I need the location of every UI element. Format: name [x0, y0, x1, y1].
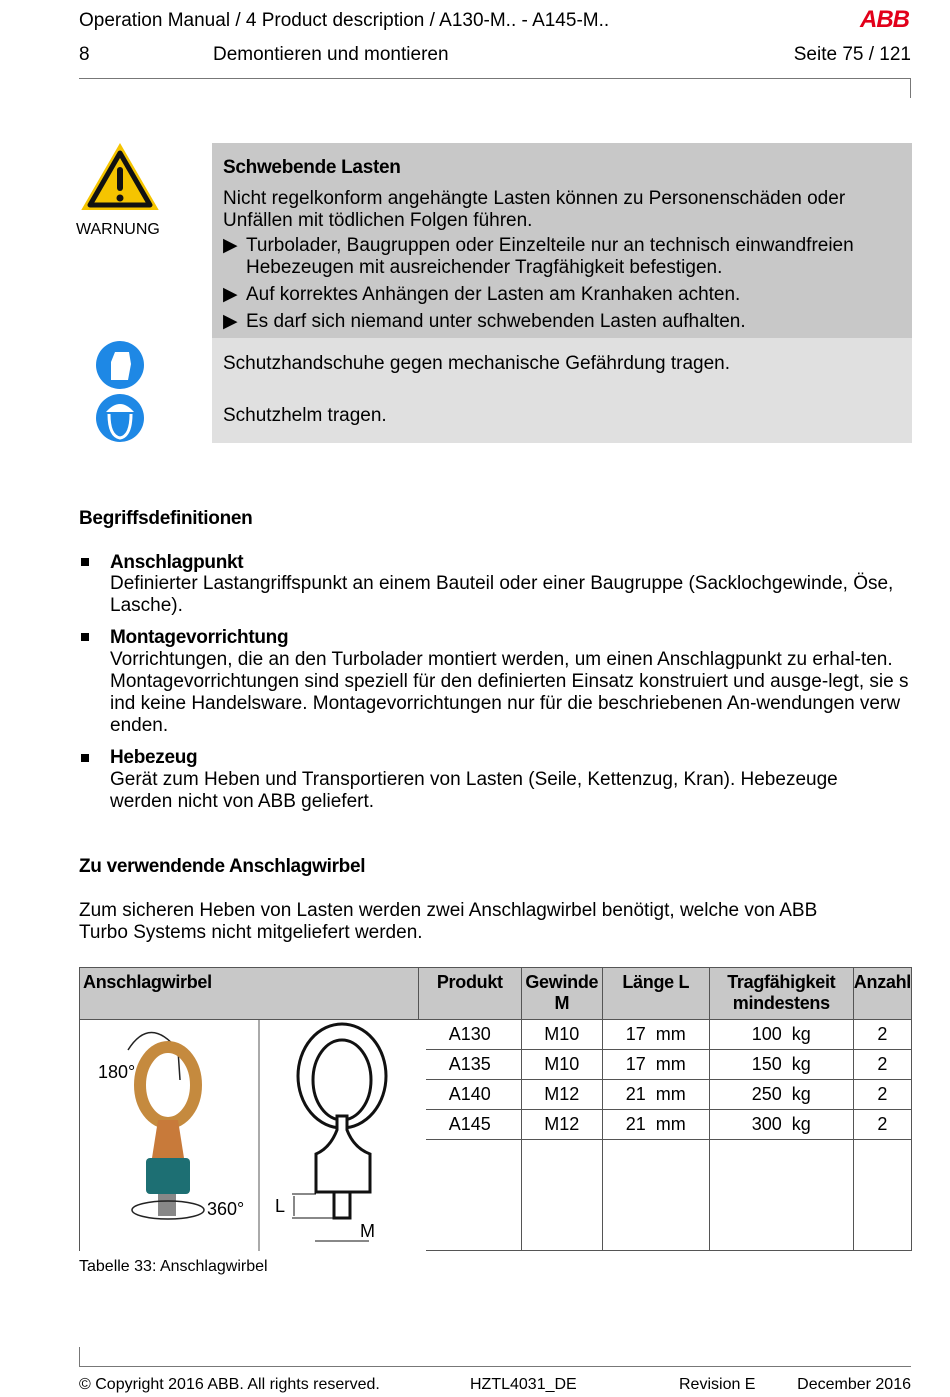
breadcrumb: Operation Manual / 4 Product description / A130-M.. - A145-M.. [79, 10, 610, 31]
term: Montagevorrichtung [110, 627, 289, 648]
chapter-number: 8 [79, 44, 90, 65]
ppe-icons [95, 340, 147, 444]
swivel-text: Zum sicheren Heben von Lasten werden zwei Anschlagwirbel benötigt, welche von ABB Turbo Systems nicht mitgeliefert werden. [79, 900, 818, 943]
table-cell: A135 [418, 1050, 521, 1080]
warning-label: WARNUNG [76, 221, 160, 238]
copyright: © Copyright 2016 ABB. All rights reserved. [79, 1376, 380, 1393]
table-cell: 17 mm [602, 1050, 709, 1080]
warning-title: Schwebende Lasten [223, 157, 401, 178]
term-desc: Gerät zum Heben und Transportieren von Lasten (Seile, Kettenzug, Kran). Hebezeuge werden nicht von ABB geliefert. [110, 769, 838, 812]
doc-id: HZTL4031_DE [470, 1376, 577, 1393]
gloves-icon [96, 341, 144, 389]
table-cell: A145 [418, 1110, 521, 1140]
warning-icon [81, 143, 159, 211]
warning-item: Turbolader, Baugruppen oder Einzelteile nur an technisch einwandfreien Hebezeugen mit ausreichender Tragfähigkeit befestigen. [246, 235, 854, 278]
col-header: Produkt [418, 968, 521, 1020]
table-cell: 21 mm [602, 1080, 709, 1110]
term: Hebezeug [110, 747, 198, 768]
svg-text:180°: 180° [98, 1062, 136, 1082]
table-cell: M12 [521, 1080, 602, 1110]
page-number: Seite 75 / 121 [793, 44, 911, 65]
table-caption: Tabelle 33: Anschlagwirbel [79, 1258, 268, 1275]
col-header: Länge L [602, 968, 709, 1020]
eyebolt-illustration [80, 1020, 426, 1251]
table-cell: M12 [521, 1110, 602, 1140]
warning-item: Es darf sich niemand unter schwebenden Lasten aufhalten. [246, 311, 746, 332]
term-desc: Vorrichtungen, die an den Turbolader montiert werden, um einen Anschlagpunkt zu erhal-ten. Montagevorrichtungen sind speziell für den definierten Einsatz konstruiert und ausge-legt, sie sind keine Handelsware. Montagevorrichtungen nur für die beschriebenen An-wendungen verwenden. [110, 649, 909, 736]
col-header: Anschlagwirbel [80, 968, 419, 1020]
footer-divider [79, 1366, 911, 1367]
table-cell: 150 kg [709, 1050, 853, 1080]
term: Anschlagpunkt [110, 552, 244, 573]
table-cell: A130 [418, 1020, 521, 1050]
col-header: Tragfähigkeit mindestens [709, 968, 853, 1020]
table-cell: 17 mm [602, 1020, 709, 1050]
term-desc: Definierter Lastangriffspunkt an einem Bauteil oder einer Baugruppe (Sacklochgewinde, Öse, Lasche). [110, 573, 894, 616]
manual-page: Operation Manual / 4 Product description / A130-M.. - A145-M.. ABB 8 Demontieren und montieren Seite 75 / 121 WARNUNG Schwebende Lasten Nicht regelkonform angehängte Lasten können zu Personenschäden oder Unfällen mit tödlichen Folgen führen. ▶ Turbolader, Baugruppen oder Einzelteile nur an technisch einwandfreien Hebezeugen mit ausreichender Tragfähigkeit befestigen. ▶ Auf korrektes Anhängen der Lasten am Kranhaken achten. ▶ Es darf sich niemand unter schwebenden Lasten aufhalten. Schutzhandschuhe gegen mechanische Gefährdung tragen. Schutzhelm tragen. Begriffsdefinitionen Anschlagpunkt Definierter Lastangriffspunkt an einem Bauteil oder einer Baugruppe (Sacklochgewinde, Öse, Lasche). Montagevorrichtung Vorrichtungen, die an den Turbolader montiert werden, um einen Anschlagpunkt zu erhal-ten. Montagevorrichtungen sind speziell für den definierten Einsatz konstruiert und ausge-legt, sie sind keine Handelsware. Montagevorrichtungen nur für die beschriebenen An-wendungen verwenden. Hebezeug Gerät zum Heben und Transportieren von Lasten (Seile, Kettenzug, Kran). Hebezeuge werden nicht von ABB geliefert. Zu verwendende Anschlagwirbel Zum sicheren Heben von Lasten werden zwei Anschlagwirbel benötigt, welche von ABB Turbo Systems nicht mitgeliefert werden. Anschlagwirbel Produkt Gewinde M Länge L Tragfähigkeit mindestens Anzahl A130 M10 17 mm 100 kg 2 A135 M10 17 mm 150 kg 2 A140 M12 21 mm 250 kg 2 A145 M12 21 mm 300 kg 2 180° 360° L M Tabelle 33: Anschlagwirbel © Copyright 2016 ABB. All rights reserved. HZTL4031_DE Revision E December 2016 [76, 6, 911, 1393]
header-divider-tick [910, 78, 911, 98]
table-cell: M10 [521, 1020, 602, 1050]
header-divider [79, 78, 911, 79]
table-header-row [80, 968, 912, 1020]
table-cell: 2 [853, 1080, 911, 1110]
footer-divider-tick [79, 1347, 80, 1366]
definitions-heading: Begriffsdefinitionen [79, 508, 253, 529]
revision: Revision E [679, 1376, 756, 1393]
ppe-gloves-text: Schutzhandschuhe gegen mechanische Gefährdung tragen. [223, 353, 731, 374]
abb-logo: ABB [860, 6, 909, 33]
chapter-title: Demontieren und montieren [213, 44, 449, 65]
table-cell: 300 kg [709, 1110, 853, 1140]
svg-text:L: L [275, 1196, 286, 1216]
col-header: Anzahl [853, 968, 911, 1020]
table-cell: 21 mm [602, 1110, 709, 1140]
table-cell: 100 kg [709, 1020, 853, 1050]
helmet-icon [96, 394, 144, 442]
svg-text:M: M [360, 1221, 375, 1241]
table-cell: 250 kg [709, 1080, 853, 1110]
ppe-helmet-text: Schutzhelm tragen. [223, 405, 387, 426]
swivel-images [80, 1020, 426, 1251]
svg-text:360°: 360° [207, 1199, 245, 1219]
warning-text: Nicht regelkonform angehängte Lasten können zu Personenschäden oder Unfällen mit tödlichen Folgen führen. [223, 188, 846, 231]
date: December 2016 [797, 1376, 911, 1393]
table-cell: 2 [853, 1020, 911, 1050]
table-cell: 2 [853, 1050, 911, 1080]
table-cell: A140 [418, 1080, 521, 1110]
col-header: Gewinde M [521, 968, 602, 1020]
table-cell: M10 [521, 1050, 602, 1080]
table-cell: 2 [853, 1110, 911, 1140]
warning-item: Auf korrektes Anhängen der Lasten am Kranhaken achten. [246, 284, 741, 305]
swivel-heading: Zu verwendende Anschlagwirbel [79, 856, 366, 877]
